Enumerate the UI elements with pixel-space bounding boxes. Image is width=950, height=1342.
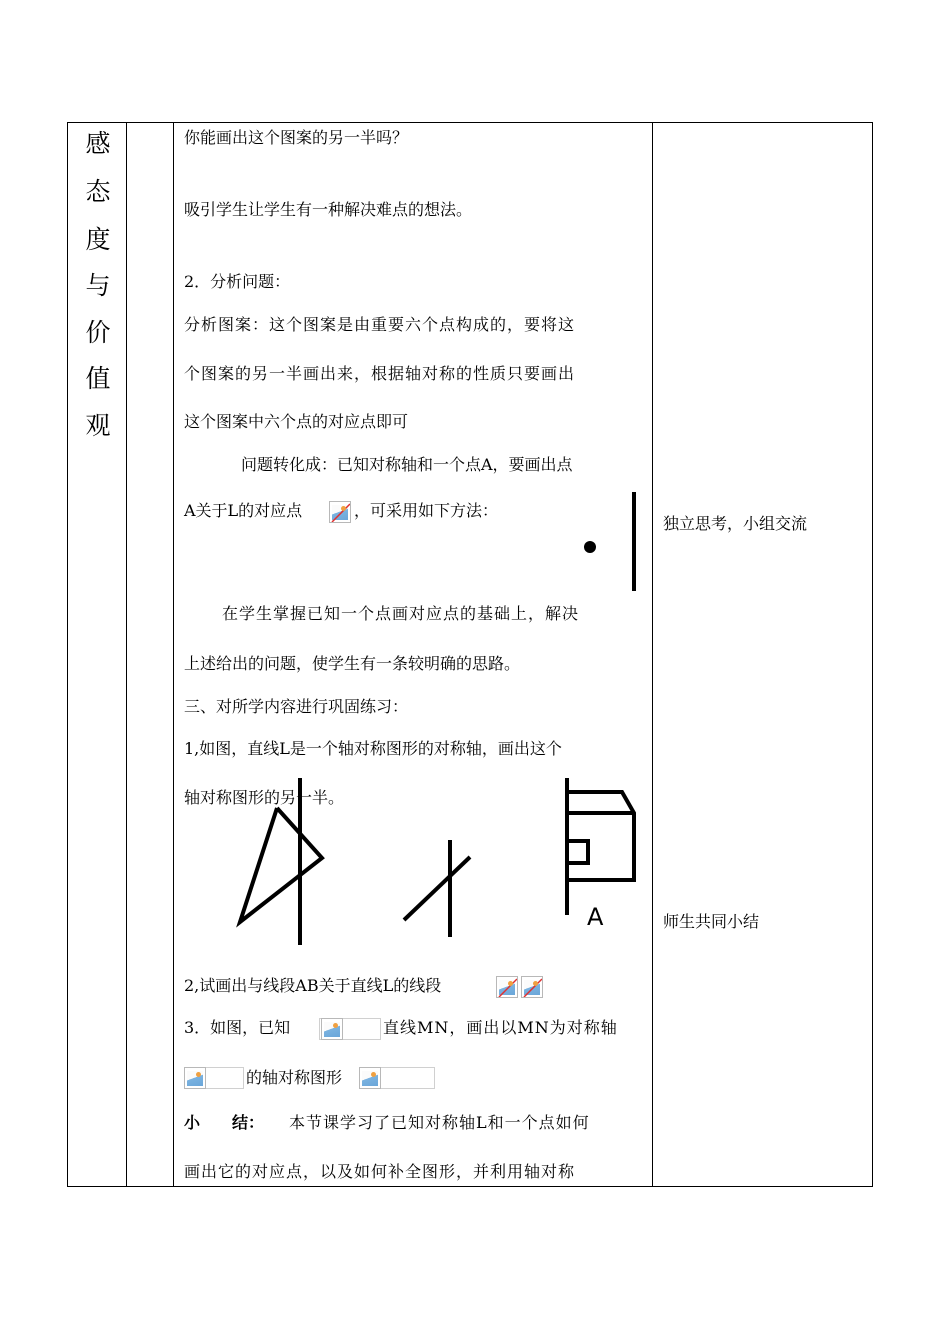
text-line: 你能画出这个图案的另一半吗？ — [184, 128, 409, 147]
text-line: 问题转化成：已知对称轴和一个点A，要画出点 — [241, 455, 573, 474]
text-line: 在学生掌握已知一个点画对应点的基础上，解决 — [222, 604, 580, 623]
text-line: 轴对称图形的另一半。 — [184, 788, 345, 807]
activity-note: 师生共同小结 — [663, 912, 760, 931]
figure-label-a: A — [587, 903, 604, 931]
broken-image-icon — [521, 976, 543, 998]
broken-image-icon — [321, 1018, 343, 1040]
text-line: 上述给出的问题，使学生有一条较明确的思路。 — [184, 654, 521, 673]
activity-note: 独立思考，小组交流 — [663, 514, 808, 533]
triangle-figure — [240, 778, 322, 945]
column-divider-3 — [652, 123, 653, 1186]
text-line: 2．分析问题： — [184, 272, 291, 291]
text-line: 3．如图，已知 — [184, 1018, 291, 1037]
text-line: ，可采用如下方法： — [354, 501, 499, 520]
point-a — [584, 541, 596, 553]
broken-image-icon — [359, 1067, 381, 1089]
summary-label: 小 结： — [184, 1113, 265, 1132]
text-line: 2,试画出与线段AB关于直线L的线段 — [184, 976, 442, 995]
text-line: A关于L的对应点 — [184, 501, 303, 520]
heading-char: 与 — [85, 271, 111, 300]
text-line: 的轴对称图形 — [246, 1068, 343, 1087]
text-line: 这个图案中六个点的对应点即可 — [184, 412, 409, 431]
heading-char: 观 — [85, 411, 111, 440]
text-line: 直线MN，画出以MN为对称轴 — [383, 1018, 618, 1037]
heading-char: 价 — [85, 318, 111, 347]
text-line: 画出它的对应点，以及如何补全图形，并利用轴对称 — [184, 1162, 576, 1181]
slanted-line-figure — [404, 840, 470, 937]
broken-image-icon — [184, 1067, 206, 1089]
heading-char: 感 — [85, 129, 111, 158]
text-line: 吸引学生让学生有一种解决难点的想法。 — [184, 200, 473, 219]
broken-image-icon — [496, 976, 518, 998]
broken-image-icon — [329, 501, 351, 523]
text-line: 本节课学习了已知对称轴L和一个点如何 — [289, 1113, 590, 1132]
heading-char: 度 — [85, 225, 111, 254]
column-divider-2 — [173, 123, 174, 1186]
text-line: 个图案的另一半画出来，根据轴对称的性质只要画出 — [184, 364, 576, 383]
heading-char: 值 — [85, 364, 111, 393]
heading-char: 态 — [85, 177, 111, 206]
box-figure — [567, 778, 634, 915]
text-line: 1,如图，直线L是一个轴对称图形的对称轴，画出这个 — [184, 739, 562, 758]
point-and-axis-figure — [575, 485, 645, 595]
column-divider-1 — [126, 123, 127, 1186]
text-line: 分析图案：这个图案是由重要六个点构成的，要将这 — [184, 315, 576, 334]
text-line: 三、对所学内容进行巩固练习： — [184, 697, 409, 716]
